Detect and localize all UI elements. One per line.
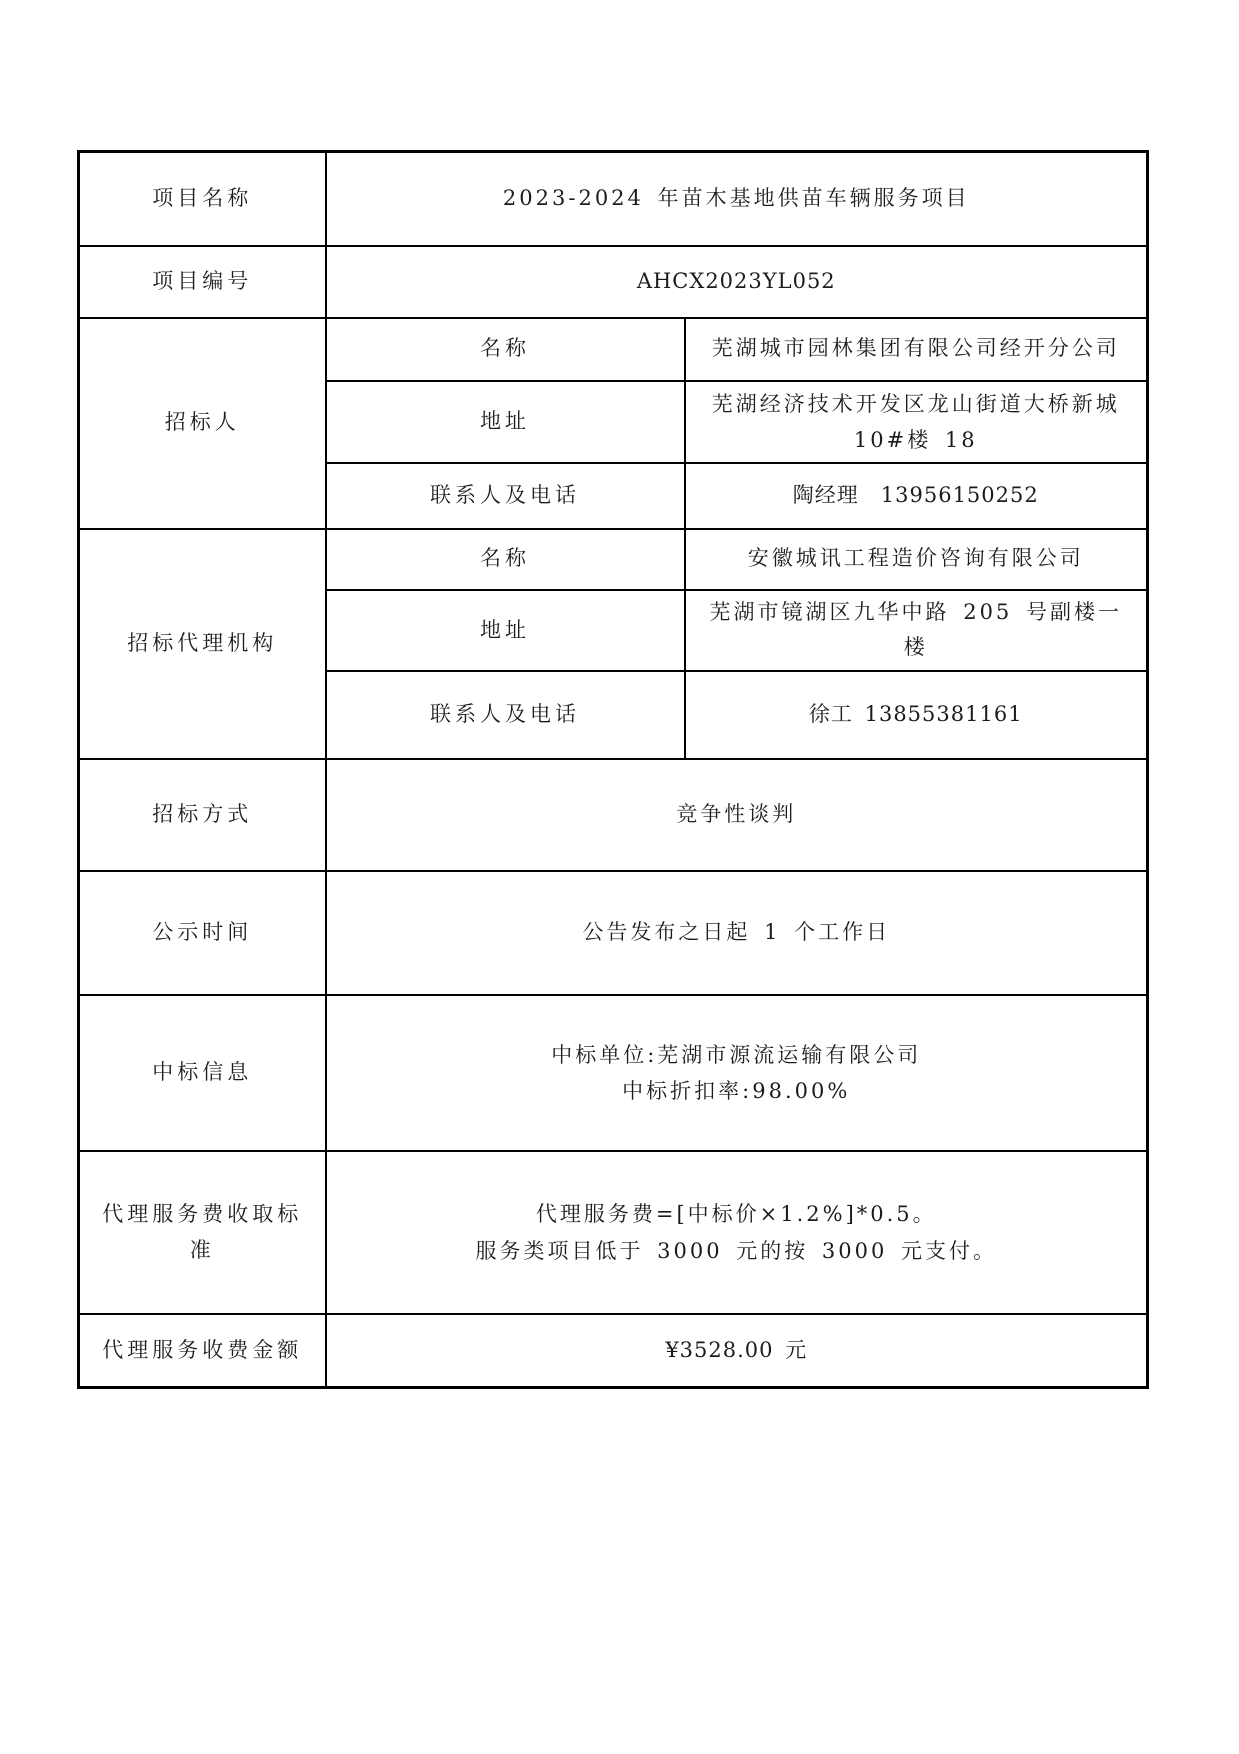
tenderer-address-line1: 芜湖经济技术开发区龙山街道大桥新城	[711, 391, 1120, 416]
tenderer-label: 招标人	[79, 318, 326, 529]
tenderer-contact-value: 陶经理 13956150252	[685, 463, 1148, 529]
tenderer-address-value	[685, 381, 1148, 463]
agency-fee-standard-label: 代理服务费收取标准	[79, 1151, 326, 1314]
row-project-number	[79, 246, 1148, 318]
agency-contact-value: 徐工 13855381161	[685, 671, 1148, 759]
method-value: 竞争性谈判	[326, 759, 1148, 871]
agency-address-label: 地址	[326, 590, 685, 671]
agency-label: 招标代理机构	[79, 529, 326, 759]
award-info-line2: 中标折扣率:98.00%	[622, 1079, 851, 1104]
row-agency-fee-amount	[79, 1314, 1148, 1387]
method-label: 招标方式	[79, 759, 326, 871]
tenderer-address-line2: 10#楼 18	[853, 427, 978, 452]
project-name-value: 2023-2024 年苗木基地供苗车辆服务项目	[326, 152, 1148, 246]
row-agency-fee-standard	[79, 1151, 1148, 1314]
publicity-period-value: 公告发布之日起 1 个工作日	[326, 871, 1148, 995]
agency-fee-standard-line1: 代理服务费=[中标价×1.2%]*0.5。	[535, 1202, 937, 1227]
agency-fee-standard-line2: 服务类项目低于 3000 元的按 3000 元支付。	[475, 1238, 998, 1263]
agency-name-value: 安徽城讯工程造价咨询有限公司	[685, 529, 1148, 590]
row-project-name	[79, 152, 1148, 246]
row-award-info	[79, 995, 1148, 1151]
tenderer-address-label: 地址	[326, 381, 685, 463]
award-info-line1: 中标单位:芜湖市源流运输有限公司	[551, 1042, 922, 1067]
publicity-period-label: 公示时间	[79, 871, 326, 995]
project-name-label: 项目名称	[79, 152, 326, 246]
tenderer-name-label: 名称	[326, 318, 685, 381]
agency-fee-amount-value: ¥3528.00 元	[326, 1314, 1148, 1387]
row-tenderer-name	[79, 318, 1148, 381]
agency-fee-amount-label: 代理服务收费金额	[79, 1314, 326, 1387]
row-publicity-period	[79, 871, 1148, 995]
award-info-value	[326, 995, 1148, 1151]
agency-address-value: 芜湖市镜湖区九华中路 205 号副楼一楼	[685, 590, 1148, 671]
agency-fee-standard-value	[326, 1151, 1148, 1314]
project-number-value: AHCX2023YL052	[326, 246, 1148, 318]
tenderer-contact-label: 联系人及电话	[326, 463, 685, 529]
project-number-label: 项目编号	[79, 246, 326, 318]
agency-contact-label: 联系人及电话	[326, 671, 685, 759]
award-info-label: 中标信息	[79, 995, 326, 1151]
tender-info-table	[77, 150, 1149, 1389]
tenderer-name-value: 芜湖城市园林集团有限公司经开分公司	[685, 318, 1148, 381]
row-method	[79, 759, 1148, 871]
agency-name-label: 名称	[326, 529, 685, 590]
row-agency-name	[79, 529, 1148, 590]
